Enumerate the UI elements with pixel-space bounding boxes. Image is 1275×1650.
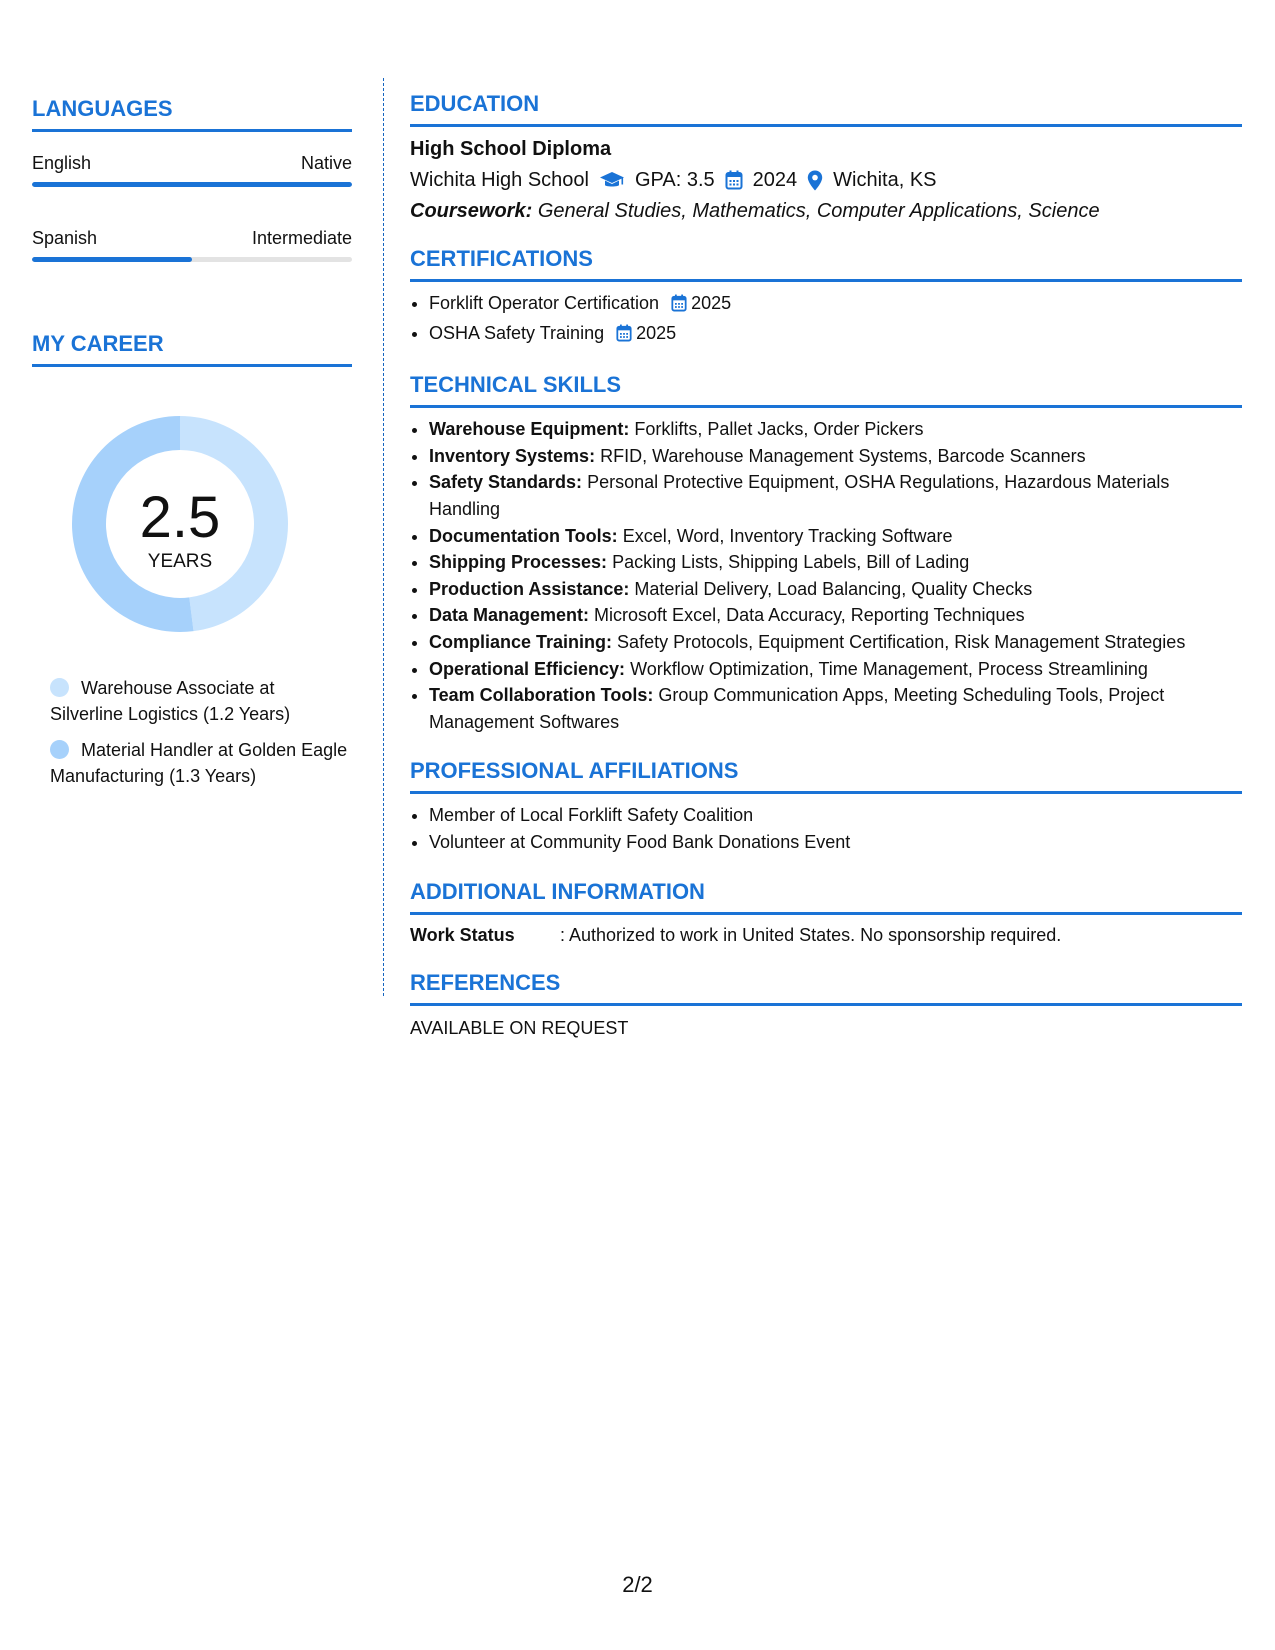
skill-item xyxy=(429,656,1242,683)
additional-rule xyxy=(410,912,1242,915)
education-degree: High School Diploma xyxy=(410,138,612,160)
coursework-label: Coursework: xyxy=(410,200,533,222)
affiliations-section xyxy=(410,757,1242,855)
page-number: 2/2 xyxy=(622,1572,653,1597)
career-donut-chart xyxy=(67,411,293,637)
skills-rule xyxy=(410,405,1242,408)
list-item xyxy=(429,290,1242,320)
certification-name: Forklift Operator Certification xyxy=(429,293,660,313)
certification-name: OSHA Safety Training xyxy=(429,322,605,343)
career-total-years: 2.5 xyxy=(139,485,221,550)
skill-item xyxy=(429,549,1242,576)
skill-label: Documentation Tools: xyxy=(429,525,618,546)
skill-item xyxy=(429,682,1242,735)
certification-year: 2025 xyxy=(691,293,732,313)
list-item xyxy=(429,320,1242,350)
skill-text: Safety Protocols, Equipment Certification, Risk Management Strategies xyxy=(617,631,1186,652)
list-item: • Volunteer at Community Food Bank Donations Event xyxy=(429,829,1242,856)
language-name: English xyxy=(32,153,92,173)
skill-item xyxy=(429,629,1242,656)
legend-item xyxy=(50,675,352,727)
languages-section xyxy=(32,95,352,262)
calendar-icon xyxy=(725,170,743,190)
skill-text: Excel, Word, Inventory Tracking Software xyxy=(622,525,953,546)
skill-label: Data Management: xyxy=(429,605,590,626)
work-status-label: Work Status xyxy=(410,924,515,945)
education-gpa: GPA: 3.5 xyxy=(634,169,715,191)
skill-text: RFID, Warehouse Management Systems, Barcode Scanners xyxy=(600,445,1086,466)
column-divider xyxy=(383,78,384,996)
skill-text: Personal Protective Equipment, OSHA Regulations, Hazardous Materials Handling xyxy=(429,472,1170,519)
education-location: Wichita, KS xyxy=(833,169,937,191)
references-rule xyxy=(410,1003,1242,1006)
skill-text: Microsoft Excel, Data Accuracy, Reporting Techniques xyxy=(594,605,1025,626)
donut-center xyxy=(67,411,293,637)
skill-text: Forklifts, Pallet Jacks, Order Pickers xyxy=(634,419,924,440)
career-section xyxy=(32,330,352,789)
right-column xyxy=(410,90,1242,1040)
affiliations-heading: PROFESSIONAL AFFILIATIONS xyxy=(410,758,739,784)
skill-item xyxy=(429,416,1242,443)
legend-dot-light xyxy=(50,678,69,697)
language-name: Spanish xyxy=(32,228,98,248)
language-row-spanish xyxy=(32,227,352,249)
education-school: Wichita High School xyxy=(410,169,589,191)
legend-label: Material Handler at Golden Eagle Manufacturing (1.3 Years) xyxy=(50,740,348,786)
skill-item xyxy=(429,443,1242,470)
left-column xyxy=(32,95,352,799)
additional-section xyxy=(410,878,1242,947)
skill-item xyxy=(429,523,1242,550)
skill-item xyxy=(429,602,1242,629)
certifications-heading: CERTIFICATIONS xyxy=(410,246,593,271)
skill-text: Material Delivery, Load Balancing, Quality Checks xyxy=(634,578,1033,599)
career-rule xyxy=(32,364,352,367)
additional-heading: ADDITIONAL INFORMATION xyxy=(410,878,705,904)
skill-label: Inventory Systems: xyxy=(429,445,596,466)
affiliations-rule xyxy=(410,791,1242,794)
skill-label: Warehouse Equipment: xyxy=(429,419,630,440)
language-level: Intermediate xyxy=(251,228,352,248)
skill-label: Shipping Processes: xyxy=(429,552,608,573)
legend-dot-mid xyxy=(50,740,69,759)
work-status-row xyxy=(410,923,1242,947)
languages-rule xyxy=(32,129,352,132)
certifications-rule xyxy=(410,279,1242,282)
legend-item xyxy=(50,737,352,789)
calendar-icon xyxy=(671,293,687,320)
languages-heading: LANGUAGES xyxy=(32,96,173,121)
skill-text: Packing Lists, Shipping Labels, Bill of Lading xyxy=(612,552,970,573)
language-level: Native xyxy=(300,153,352,173)
skill-label: Operational Efficiency: xyxy=(429,658,626,679)
skills-list xyxy=(410,416,1242,735)
skill-item xyxy=(429,576,1242,603)
skill-label: Production Assistance: xyxy=(429,578,630,599)
skills-heading: TECHNICAL SKILLS xyxy=(410,372,622,398)
affiliations-list xyxy=(410,802,1242,855)
education-coursework xyxy=(410,199,1242,223)
education-rule xyxy=(410,124,1242,127)
references-heading: REFERENCES xyxy=(410,969,561,995)
references-text: AVAILABLE ON REQUEST xyxy=(410,1017,629,1038)
graduation-cap-icon xyxy=(599,170,625,190)
language-bar-fill xyxy=(32,182,352,187)
certification-year: 2025 xyxy=(636,322,677,343)
skill-label: Compliance Training: xyxy=(429,631,613,652)
work-status-value: : Authorized to work in United States. No sponsorship required. xyxy=(560,924,1062,945)
calendar-icon xyxy=(616,323,632,350)
career-heading: MY CAREER xyxy=(32,331,164,356)
language-bar-english xyxy=(32,182,352,187)
language-bar-spanish xyxy=(32,257,352,262)
language-bar-fill xyxy=(32,257,192,262)
career-total-unit: YEARS xyxy=(147,551,213,572)
skill-item xyxy=(429,469,1242,522)
map-pin-icon xyxy=(807,170,823,191)
references-section xyxy=(410,969,1242,1040)
coursework-text: General Studies, Mathematics, Computer Applications, Science xyxy=(537,200,1100,222)
skills-section xyxy=(410,371,1242,735)
education-meta xyxy=(410,168,1242,192)
education-year: 2024 xyxy=(752,169,798,191)
skill-label: Team Collaboration Tools: xyxy=(429,685,654,706)
language-row-english xyxy=(32,152,352,174)
education-heading: EDUCATION xyxy=(410,91,540,116)
career-legend xyxy=(50,675,352,789)
certifications-list xyxy=(410,290,1242,349)
skill-text: Group Communication Apps, Meeting Scheduling Tools, Project Management Softwares xyxy=(429,685,1165,732)
certifications-section xyxy=(410,245,1242,349)
legend-label: Warehouse Associate at Silverline Logistics (1.2 Years) xyxy=(50,678,291,724)
skill-label: Safety Standards: xyxy=(429,472,583,493)
list-item: • Member of Local Forklift Safety Coalition xyxy=(429,802,1242,829)
education-section xyxy=(410,90,1242,223)
skill-text: Workflow Optimization, Time Management, Process Streamlining xyxy=(630,658,1148,679)
